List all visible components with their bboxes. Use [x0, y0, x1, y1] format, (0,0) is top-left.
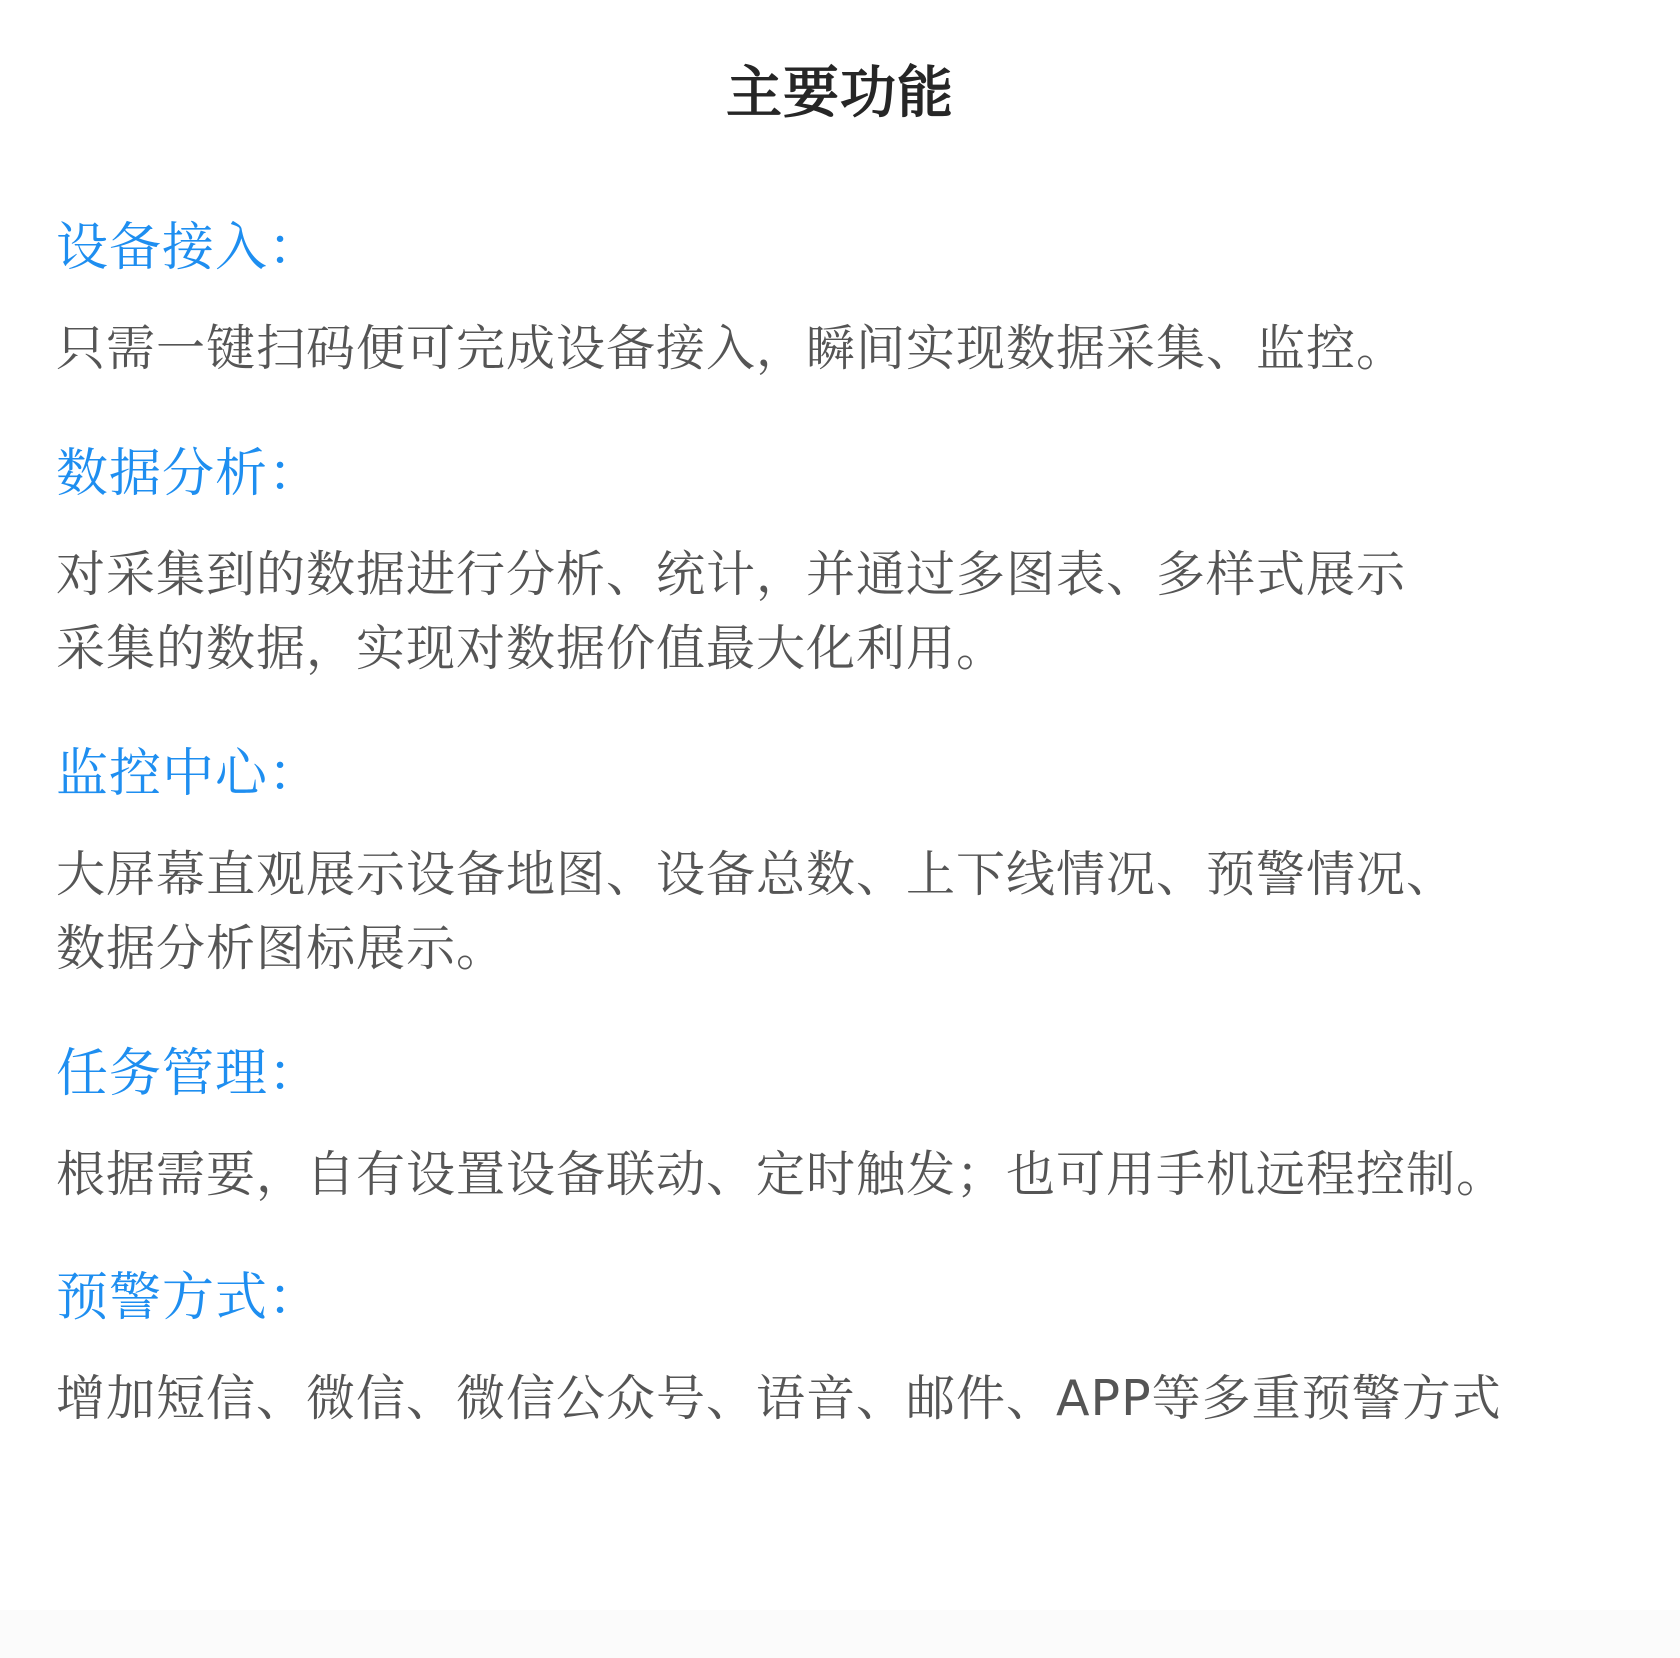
section-monitoring-center — [56, 742, 1636, 986]
section-heading: 任务管理： — [56, 1044, 322, 1104]
section-text-line: 只需一键扫码便可完成设备接入，瞬间实现数据采集、监控。 — [56, 320, 1407, 377]
section-data-analysis — [56, 442, 1636, 686]
page-bottom-strip — [0, 1610, 1680, 1658]
section-text-line: 增加短信、微信、微信公众号、语音、邮件、APP等多重预警方式 — [56, 1370, 1502, 1427]
spacer — [56, 506, 1636, 538]
spacer — [56, 280, 1636, 312]
section-heading: 数据分析： — [56, 444, 322, 504]
section-text-line: 对采集到的数据进行分析、统计，并通过多图表、多样式展示 — [56, 546, 1407, 603]
section-task-management — [56, 1042, 1636, 1212]
section-text-line: 数据分析图标展示。 — [56, 920, 507, 977]
section-text-line: 根据需要，自有设置设备联动、定时触发；也可用手机远程控制。 — [56, 1146, 1507, 1203]
section-heading: 设备接入： — [56, 218, 322, 278]
spacer — [56, 1330, 1636, 1362]
spacer — [56, 806, 1636, 838]
section-heading: 监控中心： — [56, 744, 322, 804]
section-heading: 预警方式： — [56, 1268, 322, 1328]
section-text-line: 采集的数据，实现对数据价值最大化利用。 — [56, 620, 1007, 677]
section-alert-methods — [56, 1266, 1636, 1436]
page-title: 主要功能 — [726, 61, 954, 126]
spacer — [56, 1106, 1636, 1138]
section-text-line: 大屏幕直观展示设备地图、设备总数、上下线情况、预警情况、 — [56, 846, 1457, 903]
section-device-access — [56, 216, 1636, 386]
